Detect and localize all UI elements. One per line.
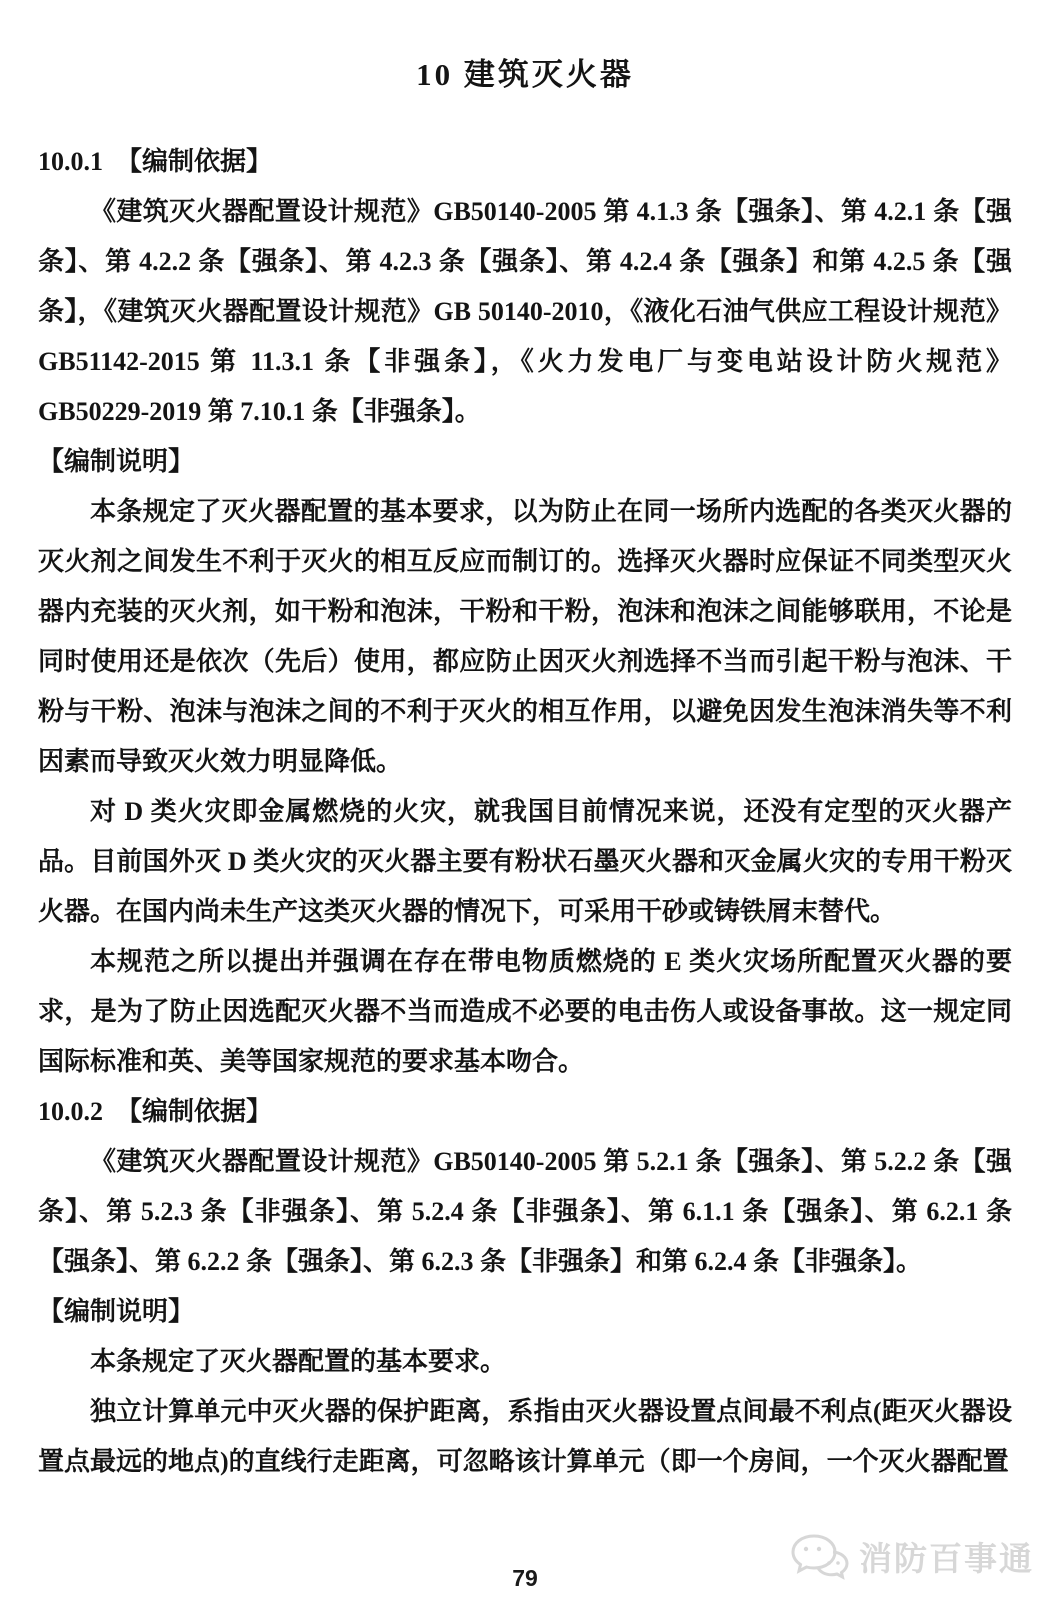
document-body — [38, 137, 1012, 1487]
section-heading-10-0-1: 10.0.1 【编制依据】 — [38, 147, 273, 176]
page-number: 79 — [512, 1565, 538, 1591]
paragraph-explanation-2a: 本条规定了灭火器配置的基本要求。 — [90, 1347, 507, 1376]
section-heading-explanation-2: 【编制说明】 — [38, 1297, 195, 1326]
section-heading-explanation-1: 【编制说明】 — [38, 447, 195, 476]
paragraph-basis-10-0-2: 《建筑灭火器配置设计规范》GB50140-2005 第 5.2.1 条【强条】、第 5.2.2 条【强条】、第 5.2.3 条【非强条】、第 5.2.4 条【非强条】、第 6.1.1 条【强条】、第 6.2.1 条【强条】、第 6.2.2 条【强条】、第 6.2.3 条【非强条】和第 6.2.4 条【非强条】。 — [38, 1147, 1012, 1276]
page-title: 10 建筑灭火器 — [416, 57, 634, 92]
paragraph-explanation-1a: 本条规定了灭火器配置的基本要求，以为防止在同一场所内选配的各类灭火器的灭火剂之间发生不利于灭火的相互反应而制订的。选择灭火器时应保证不同类型灭火器内充装的灭火剂，如干粉和泡沫，干粉和干粉，泡沫和泡沫之间能够联用，不论是同时使用还是依次（先后）使用，都应防止因灭火剂选择不当而引起干粉与泡沫、干粉与干粉、泡沫与泡沫之间的不利于灭火的相互作用，以避免因发生泡沫消失等不利因素而导致灭火效力明显降低。 — [38, 497, 1012, 776]
paragraph-explanation-1c: 本规范之所以提出并强调在存在带电物质燃烧的 E 类火灾场所配置灭火器的要求，是为了防止因选配灭火器不当而造成不必要的电击伤人或设备事故。这一规定同国际标准和英、美等国家规范的要求基本吻合。 — [38, 947, 1012, 1076]
paragraph-basis-10-0-1: 《建筑灭火器配置设计规范》GB50140-2005 第 4.1.3 条【强条】、第 4.2.1 条【强条】、第 4.2.2 条【强条】、第 4.2.3 条【强条】、第 4.2.4 条【强条】和第 4.2.5 条【强条】，《建筑灭火器配置设计规范》GB 50140-2010，《液化石油气供应工程设计规范》GB51142-2015 第 11.3.1 条【非强条】，《火力发电厂与变电站设计防火规范》GB50229-2019 第 7.10.1 条【非强条】。 — [38, 197, 1012, 426]
paragraph-explanation-1b: 对 D 类火灾即金属燃烧的火灾，就我国目前情况来说，还没有定型的灭火器产品。目前国外灭 D 类火灾的灭火器主要有粉状石墨灭火器和灭金属火灾的专用干粉灭火器。在国内尚未生产这类灭火器的情况下，可采用干砂或铸铁屑末替代。 — [38, 797, 1012, 926]
watermark-text: 消防百事通 — [859, 1541, 1034, 1578]
section-heading-10-0-2: 10.0.2 【编制依据】 — [38, 1097, 273, 1126]
paragraph-explanation-2b: 独立计算单元中灭火器的保护距离，系指由灭火器设置点间最不利点(距灭火器设置点最远的地点)的直线行走距离，可忽略该计算单元（即一个房间，一个灭火器配置 — [38, 1397, 1012, 1476]
